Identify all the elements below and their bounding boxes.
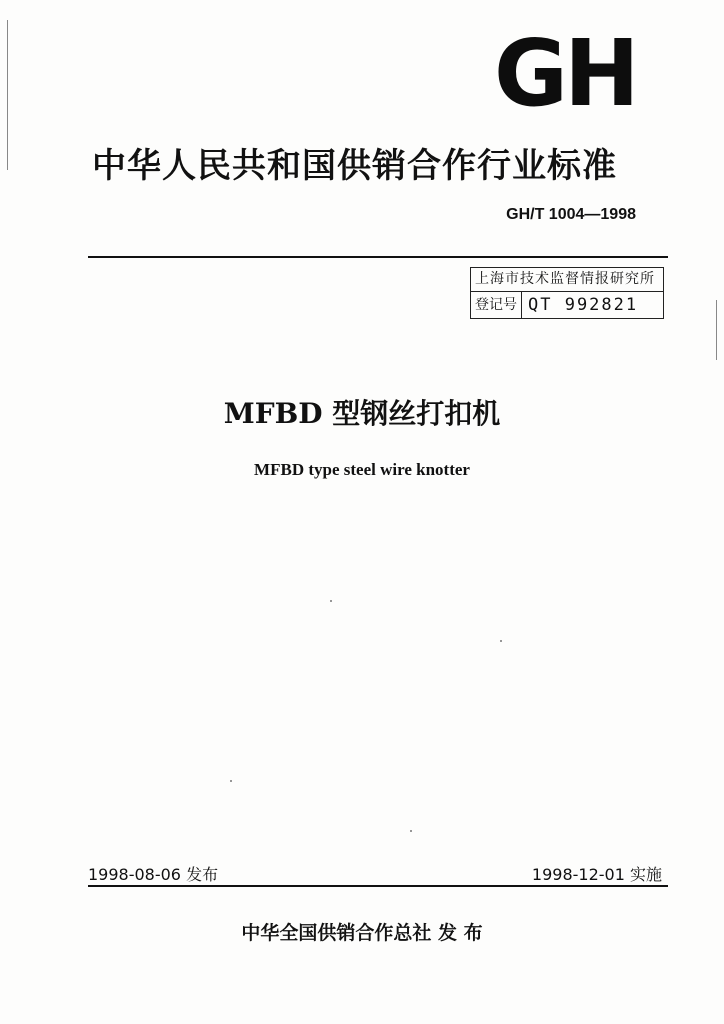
- scan-speck: [330, 600, 332, 602]
- gh-logo: GH: [494, 20, 636, 127]
- scan-speck: [230, 780, 232, 782]
- scan-margin-artifact: [716, 300, 717, 360]
- publisher: 中华全国供销合作总社 发 布: [241, 922, 483, 944]
- implementation-date: 1998-12-01 实施: [531, 865, 662, 884]
- registration-stamp: [470, 267, 664, 319]
- stamp-registration-label: 登记号: [471, 292, 522, 318]
- stamp-institute: 上海市技术监督情报研究所: [471, 268, 663, 292]
- scan-margin-artifact: [7, 20, 8, 170]
- scan-speck: [410, 830, 412, 832]
- footer-divider: [88, 885, 668, 887]
- standard-code: GH/T 1004—1998: [506, 206, 636, 223]
- issue-date: 1998-08-06 发布: [88, 865, 219, 884]
- stamp-registration-number: QT 992821: [528, 295, 639, 315]
- scan-speck: [500, 640, 502, 642]
- header-divider: [88, 256, 668, 258]
- industry-standard-title: 中华人民共和国供销合作行业标准: [92, 146, 617, 186]
- document-title-en: MFBD type steel wire knotter: [254, 460, 470, 479]
- document-title-cn: MFBD 型钢丝打扣机: [223, 397, 501, 430]
